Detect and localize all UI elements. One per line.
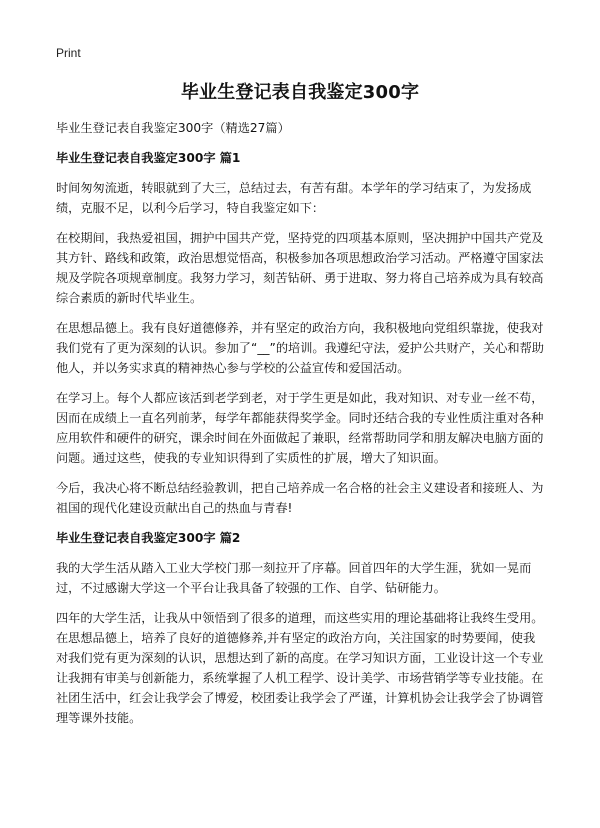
paragraph: 四年的大学生活，让我从中领悟到了很多的道理，而这些实用的理论基础将让我终生受用。在思想品德上，培养了良好的道德修养,并有坚定的政治方向，关注国家的时势要闻，使我对我们党有更为深刻的认识，思想达到了新的高度。在学习知识方面，工业设计这一个专业让我拥有审美与创新能力，系统掌握了人机工程学、设计美学、市场营销学等专业技能。在社团生活中，红会让我学会了博爱，校团委让我学会了严谨，计算机协会让我学会了协调管理等课外技能。 [56, 611, 544, 725]
section-2 [56, 528, 546, 728]
print-label: Print [56, 46, 81, 60]
page-title: 毕业生登记表自我鉴定300字 [180, 82, 420, 103]
paragraph: 我的大学生活从踏入工业大学校门那一刻拉开了序幕。回首四年的大学生涯，犹如一晃而过，不过感谢大学这一个平台让我具备了较强的工作、自学、钻研能力。 [56, 561, 532, 595]
paragraph: 在校期间，我热爱祖国，拥护中国共产党，坚持党的四项基本原则，坚决拥护中国共产党及其方针、路线和政策，政治思想觉悟高，积极参加各项思想政治学习活动。严格遵守国家法规及学院各项规章制度。我努力学习，刻苦钻研、勇于进取、努力将自己培养成为具有较高综合素质的新时代毕业生。 [56, 231, 544, 305]
document-body [56, 118, 546, 738]
paragraph: 在思想品德上。我有良好道德修养，并有坚定的政治方向，我积极地向党组织靠拢，使我对我们党有了更为深刻的认识。参加了“__”的培训。我遵纪守法，爱护公共财产，关心和帮助他人，并以务实求真的精神热心参与学校的公益宣传和爱国活动。 [56, 321, 544, 375]
paragraph: 时间匆匆流逝，转眼就到了大三，总结过去，有苦有甜。本学年的学习结束了，为发扬成绩，克服不足，以利今后学习，特自我鉴定如下： [56, 181, 532, 215]
document-subtitle: 毕业生登记表自我鉴定300字（精选27篇） [56, 121, 290, 135]
section-1 [56, 148, 546, 518]
section-heading: 毕业生登记表自我鉴定300字 篇2 [56, 531, 241, 545]
section-heading: 毕业生登记表自我鉴定300字 篇1 [56, 151, 241, 165]
paragraph: 今后，我决心将不断总结经验教训，把自己培养成一名合格的社会主义建设者和接班人、为祖国的现代化建设贡献出自己的热血与青春! [56, 481, 544, 515]
paragraph: 在学习上。每个人都应该活到老学到老，对于学生更是如此，我对知识、对专业一丝不苟，因而在成绩上一直名列前茅，每学年都能获得奖学金。同时还结合我的专业性质注重对各种应用软件和硬件的研究，课余时间在外面做起了兼职，经常帮助同学和朋友解决电脑方面的问题。通过这些，使我的专业知识得到了实质性的扩展，增大了知识面。 [56, 391, 544, 465]
